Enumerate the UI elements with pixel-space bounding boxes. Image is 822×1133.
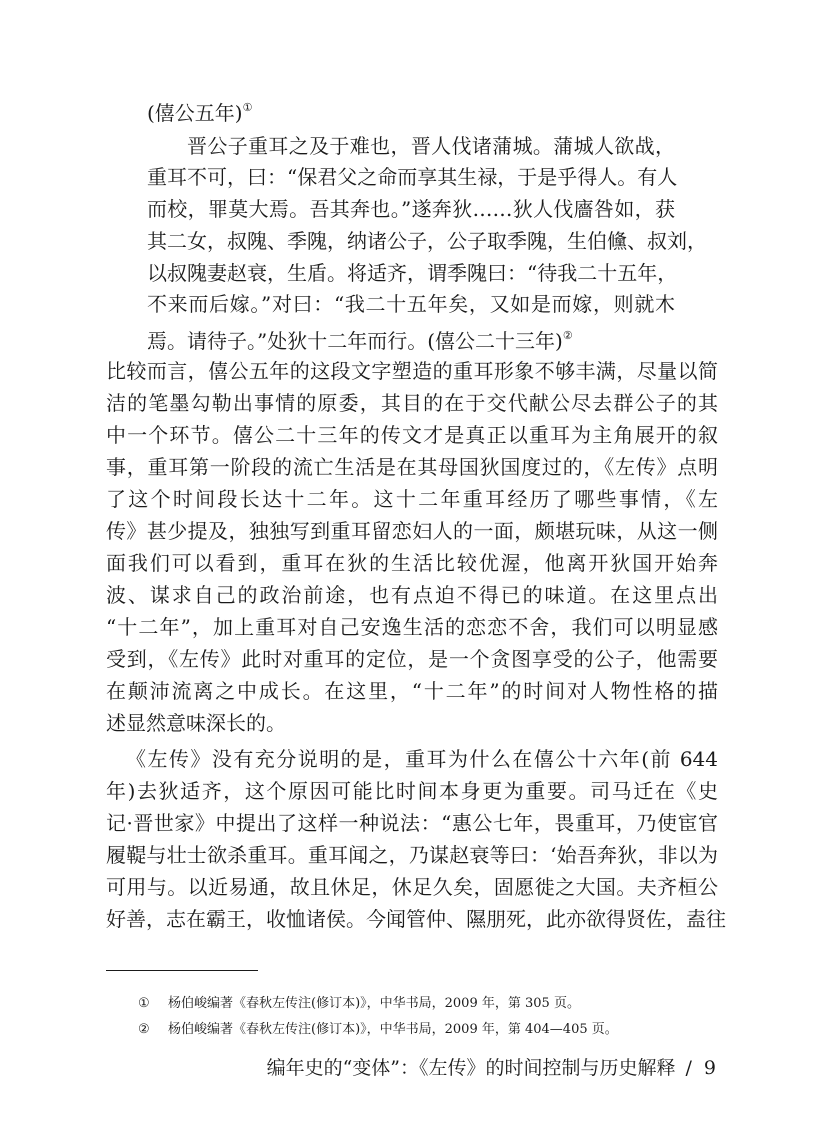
quote-line: 不来而后嫁。”对曰：“我二十五年矣，又如是而嫁，则就木: [147, 292, 675, 316]
footnote-text: 杨伯峻编著《春秋左传注(修订本)》，中华书局，2009 年，第 305 页。: [168, 996, 580, 1011]
body-line: 波、谋求自己的政治前途，也有点迫不得已的味道。在这里点出: [106, 583, 718, 607]
body-line: 在颠沛流离之中成长。在这里，“十二年”的时间对人物性格的描: [106, 679, 718, 703]
footer-separator: /: [685, 1057, 692, 1079]
body-line: 了这个时间段长达十二年。这十二年重耳经历了哪些事情，《左: [106, 487, 718, 511]
page-number: 9: [703, 1057, 716, 1079]
running-title: 编年史的“变体”：《左传》的时间控制与历史解释: [266, 1057, 676, 1079]
footnote-ref-2[interactable]: ②: [562, 329, 573, 342]
quote-line: 以叔隗妻赵衰，生盾。将适齐，谓季隗曰：“待我二十五年，: [147, 261, 678, 285]
body-line: 传》甚少提及，独独写到重耳留恋妇人的一面，颇堪玩味，从这一侧: [106, 519, 718, 543]
body-line: 比较而言，僖公五年的这段文字塑造的重耳形象不够丰满，尽量以简: [106, 359, 718, 383]
quote-line: 焉。请待子。”处狄十二年而行。(僖公二十三年)②: [147, 329, 573, 353]
footnote-2: [138, 1021, 618, 1039]
body-line: 面我们可以看到，重耳在狄的生活比较优渥，他离开狄国开始奔: [106, 551, 718, 575]
body-line: 受到，《左传》此时对重耳的定位，是一个贪图享受的公子，他需要: [106, 647, 718, 671]
quote-line: 重耳不可，曰：“保君父之命而享其生禄，于是乎得人。有人: [147, 165, 678, 189]
body-line: 事，重耳第一阶段的流亡生活是在其母国狄国度过的，《左传》点明: [106, 455, 718, 479]
body-line: 述显然意味深长的。: [106, 711, 286, 735]
footnote-mark: ②: [138, 1022, 150, 1037]
body-line: 年)去狄适齐，这个原因可能比时间本身更为重要。司马迁在《史: [106, 779, 718, 803]
body-line: 可用与。以近易通，故且休足，休足久矣，固愿徙之大国。夫齐桓公: [106, 875, 718, 899]
running-footer: [267, 1055, 716, 1081]
body-line: 履鞮与壮士欲杀重耳。重耳闻之，乃谋赵衰等曰：‘始吾奔狄，非以为: [106, 843, 718, 867]
footnote-1: [138, 995, 580, 1013]
body-line: 好善，志在霸王，收恤诸侯。今闻管仲、隰朋死，此亦欲得贤佐，盍往: [106, 907, 726, 931]
body-line: “十二年”，加上重耳对自己安逸生活的恋恋不舍，我们可以明显感: [106, 615, 718, 639]
body-line: 中一个环节。僖公二十三年的传文才是真正以重耳为主角展开的叙: [106, 423, 718, 447]
quote-line: 而校，罪莫大焉。吾其奔也。”遂奔狄……狄人伐廧咎如，获: [147, 197, 675, 221]
body-line: 洁的笔墨勾勒出事情的原委，其目的在于交代献公尽去群公子的其: [106, 391, 718, 415]
footnote-mark: ①: [138, 996, 150, 1011]
footnote-ref-1[interactable]: ①: [242, 101, 253, 114]
quote-line: 晋公子重耳之及于难也，晋人伐诸蒲城。蒲城人欲战，: [187, 134, 675, 158]
footnote-text: 杨伯峻编著《春秋左传注(修订本)》，中华书局，2009 年，第 404—405 页。: [168, 1022, 618, 1037]
footnote-divider: [106, 970, 258, 971]
body-line: 记·晋世家》中提出了这样一种说法：“惠公七年，畏重耳，乃使宦官: [106, 811, 718, 835]
body-line: 《左传》没有充分说明的是，重耳为什么在僖公十六年(前 644: [126, 747, 718, 771]
quote-line: 其二女，叔隗、季隗，纳诸公子，公子取季隗，生伯儵、叔刘，: [147, 229, 707, 253]
quote-line: (僖公五年)①: [147, 101, 253, 125]
